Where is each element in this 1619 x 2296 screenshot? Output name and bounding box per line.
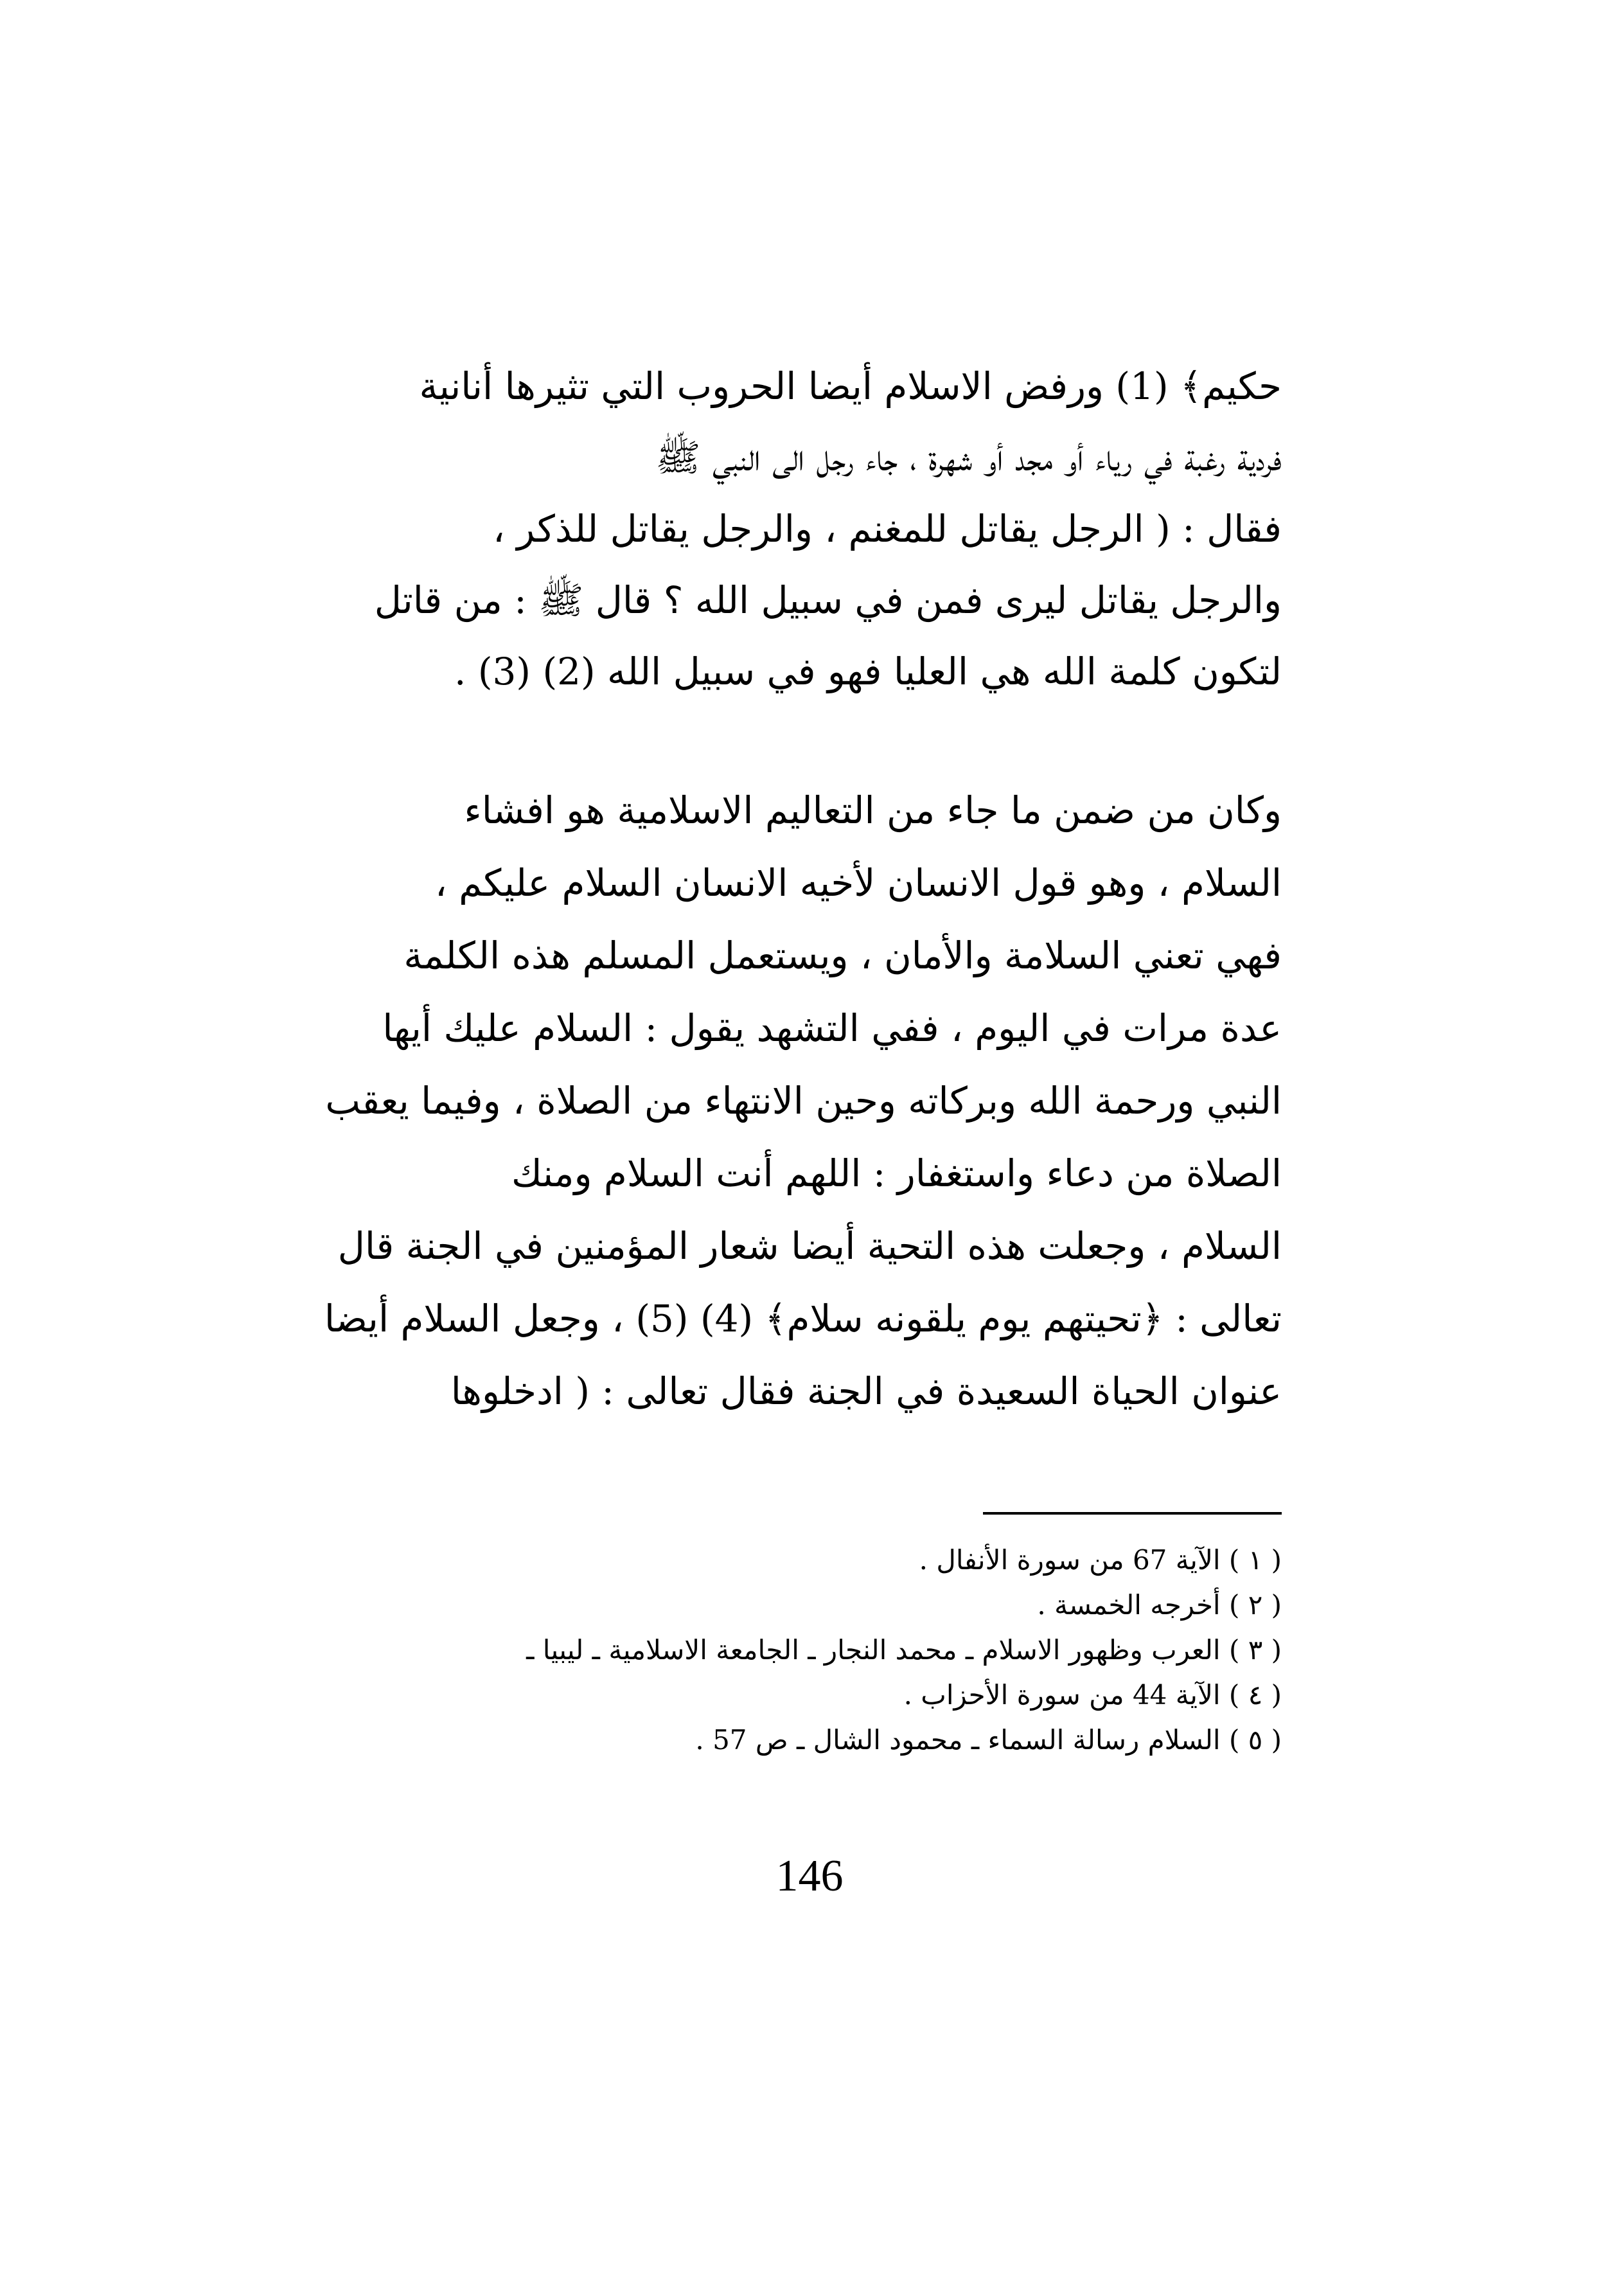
footnote-separator: [983, 1512, 1282, 1515]
book-page: حكيم﴾ (1) ورفض الاسلام أيضا الحروب التي تثيرها أنانية فردية رغبة في رياء أو مجد أو شهرة ، جاء رجل الى النبي ﷺ فقال : ( الرجل يقاتل للمغنم ، والرجل يقاتل للذكر ، والرجل يقاتل ليرى فمن في سبيل الله ؟ قال ﷺ : من قاتل لتكون كلمة الله هي العليا فهو في سبيل الله (2) (3) . وكان من ضمن ما جاء من التعاليم الاسلامية هو افشاء السلام ، وهو قول الانسان لأخيه الانسان السلام عليكم ، فهي تعني السلامة والأمان ، ويستعمل المسلم هذه الكلمة عدة مرات في اليوم ، ففي التشهد يقول : السلام عليك أيها النبي ورحمة الله وبركاته وحين الانتهاء من الصلاة ، وفيما يعقب الصلاة من دعاء واستغفار : اللهم أنت السلام ومنك السلام ، وجعلت هذه التحية أيضا شعار المؤمنين في الجنة قال تعالى : ﴿تحيتهم يوم يلقونه سلام﴾ (4) (5) ، وجعل السلام أيضا عنوان الحياة السعيدة في الجنة فقال تعالى : ( ادخلوها ( ١ ) الآية 67 من سورة الأنفال . ( ٢ ) أخرجه الخمسة . ( ٣ ) العرب وظهور الاسلام ـ محمد النجار ـ الجامعة الاسلامية ـ ليبيا ـ ( ٤ ) الآية 44 من سورة الأحزاب . ( ٥ ) السلام رسالة السماء ـ محمود الشال ـ ص 57 . 146: [0, 0, 1619, 2296]
page-number: 146: [775, 1851, 844, 1901]
footnote-2: ( ٢ ) أخرجه الخمسة .: [1037, 1589, 1282, 1621]
footnote-3: ( ٣ ) العرب وظهور الاسلام ـ محمد النجار ـ الجامعة الاسلامية ـ ليبيا ـ: [526, 1634, 1282, 1666]
footnote-5: ( ٥ ) السلام رسالة السماء ـ محمود الشال ـ ص 57 .: [695, 1724, 1282, 1756]
footnote-4: ( ٤ ) الآية 44 من سورة الأحزاب .: [903, 1679, 1282, 1711]
footnote-1: ( ١ ) الآية 67 من سورة الأنفال .: [919, 1544, 1282, 1576]
